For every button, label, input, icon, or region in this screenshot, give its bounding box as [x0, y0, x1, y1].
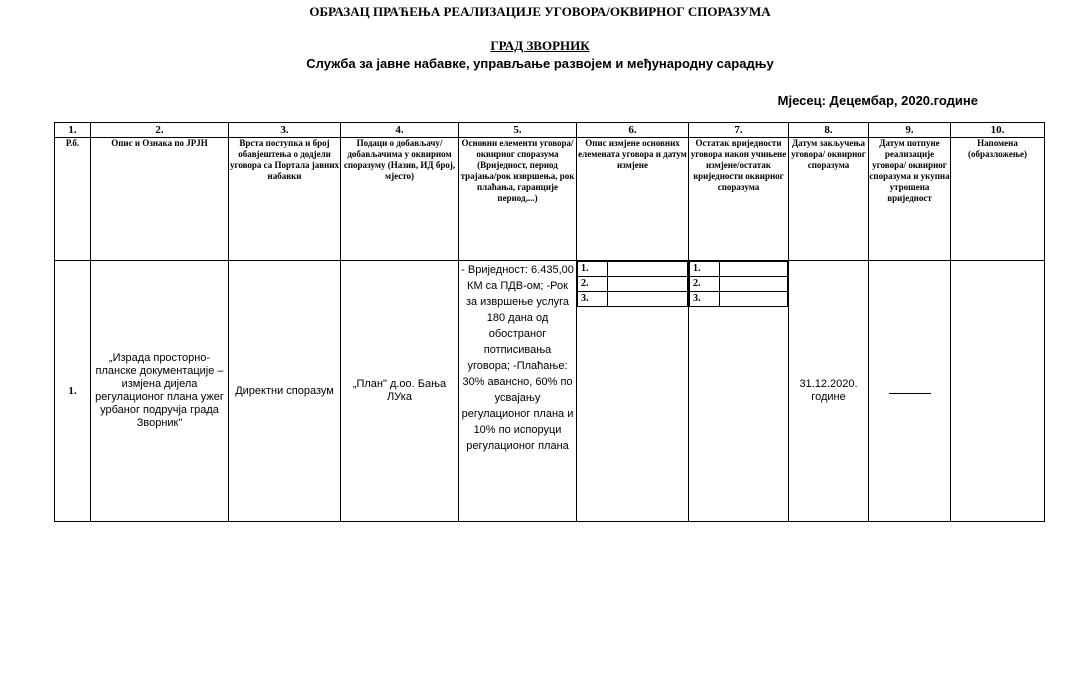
city-name: ГРАД ЗВОРНИК	[490, 38, 590, 53]
column-number: 10.	[951, 123, 1045, 138]
row-note	[951, 261, 1045, 522]
row-contract-elements: - Вриједност: 6.435,00 КМ са ПДВ-ом; -Рок за извршење услуга 180 дана од обостраног потписивања уговора; -Плаћање: 30% авансно, 60% по усвајању регулационог плана и 10% по испоруци регулационог плана	[459, 261, 577, 522]
column-number-row	[55, 123, 1045, 138]
table-row	[55, 261, 1045, 522]
column-header: Остатак вриједности уговора након учињене измјене/остатак вриједности оквирног споразума	[689, 138, 789, 261]
service-name: Служба за јавне набавке, управљање развојем и међународну сарадњу	[306, 56, 774, 71]
column-header: Напомена (образложење)	[951, 138, 1045, 261]
month-label: Мјесец: Децембар, 2020.године	[777, 93, 978, 108]
row-contract-date: 31.12.2020. године	[789, 261, 869, 522]
row-procedure: Директни споразум	[229, 261, 341, 522]
tracking-table	[54, 122, 1045, 522]
column-header: Р.б.	[55, 138, 91, 261]
column-header: Подаци о добављачу/ добављачима у оквирном споразуму (Назив, ИД број, мјесто)	[341, 138, 459, 261]
column-number: 9.	[869, 123, 951, 138]
column-header: Врста поступка и број обавјештења о додјели уговора са Портала јавних набавки	[229, 138, 341, 261]
row-realization	[869, 261, 951, 522]
column-header: Опис и Ознака по ЈРЈН	[91, 138, 229, 261]
row-change-description	[577, 261, 689, 522]
document-title: ОБРАЗАЦ ПРАЋЕЊА РЕАЛИЗАЦИЈЕ УГОВОРА/ОКВИРНОГ СПОРАЗУМА	[309, 4, 771, 19]
remaining-label: 2.	[690, 277, 720, 292]
column-number: 1.	[55, 123, 91, 138]
empty-dash	[889, 393, 931, 394]
column-header: Опис измјене основних елемената уговора и датум измјене	[577, 138, 689, 261]
column-number: 8.	[789, 123, 869, 138]
row-description: „Израда просторно-планске документације – измјена дијела регулационог плана ужег урбаног подручја града Зворник"	[91, 261, 229, 522]
column-number: 4.	[341, 123, 459, 138]
row-remaining-value	[689, 261, 789, 522]
row-number: 1.	[55, 261, 91, 522]
change-subtable	[577, 261, 688, 307]
change-label: 1.	[578, 262, 608, 277]
remaining-label: 1.	[690, 262, 720, 277]
column-number: 7.	[689, 123, 789, 138]
column-header: Датум закључења уговора/ оквирног споразума	[789, 138, 869, 261]
column-header: Основни елементи уговора/оквирног споразума (Вриједност, период трајања/рок извршења, рок плаћања, гаранције период,...)	[459, 138, 577, 261]
row-supplier: „План" д.оо. Бања ЛУка	[341, 261, 459, 522]
column-number: 2.	[91, 123, 229, 138]
change-label: 2.	[578, 277, 608, 292]
column-number: 3.	[229, 123, 341, 138]
remaining-label: 3.	[690, 292, 720, 307]
column-header-row	[55, 138, 1045, 261]
column-number: 5.	[459, 123, 577, 138]
column-number: 6.	[577, 123, 689, 138]
remaining-subtable	[689, 261, 788, 307]
column-header: Датум потпуне реализације уговора/ оквирног споразума и укупна утрошена вриједност	[869, 138, 951, 261]
change-label: 3.	[578, 292, 608, 307]
